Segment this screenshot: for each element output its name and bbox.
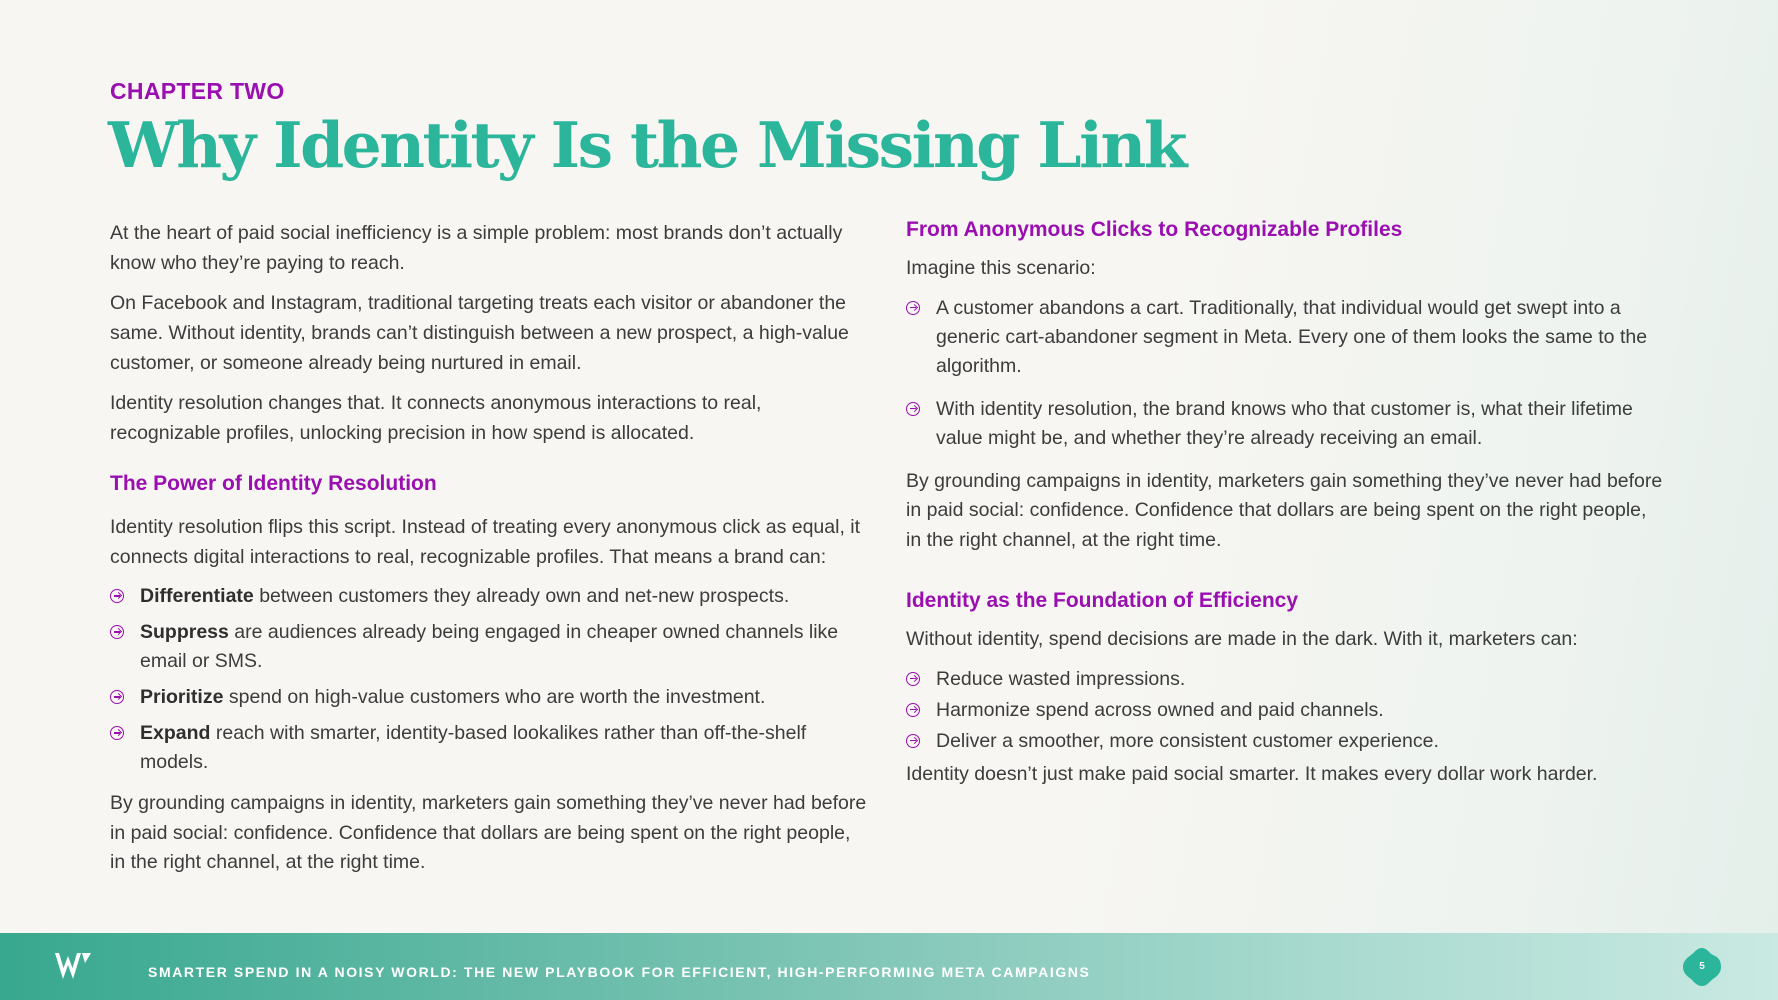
bullet-text: between customers they already own and net-new prospects.	[253, 585, 790, 607]
list-item	[110, 683, 870, 712]
section-heading-anonymous: From Anonymous Clicks to Recognizable Profiles	[906, 218, 1403, 241]
page-title: Why Identity Is the Missing Link	[108, 108, 1185, 182]
list-item	[906, 727, 1666, 756]
arrow-circle-icon	[110, 589, 124, 603]
capabilities-list	[110, 582, 870, 777]
bullet-keyword: Differentiate	[140, 585, 254, 607]
bullet-keyword: Prioritize	[140, 686, 224, 708]
bullet-text: With identity resolution, the brand knows who that customer is, what their lifetime value might be, and whether they’re already receiving an email.	[936, 397, 1633, 449]
bullet-text: spend on high-value customers who are worth the investment.	[223, 686, 766, 708]
arrow-circle-icon	[110, 726, 124, 740]
arrow-circle-icon	[906, 301, 920, 315]
bullet-text: Reduce wasted impressions.	[936, 667, 1186, 690]
bullet-text: are audiences already being engaged in cheaper owned channels like email or SMS.	[140, 621, 839, 672]
list-item	[110, 618, 870, 676]
arrow-circle-icon	[110, 690, 124, 704]
bullet-text: Harmonize spend across owned and paid channels.	[936, 698, 1384, 721]
paragraph: Identity resolution flips this script. Instead of treating every anonymous click as equal, it connects digital interactions to real, recognizable profiles. That means a brand can:	[110, 516, 861, 568]
right-column	[906, 218, 1666, 799]
chapter-label: CHAPTER TWO	[110, 78, 285, 104]
list-item	[110, 582, 870, 611]
footer-bar	[0, 933, 1778, 1000]
bullet-text: Deliver a smoother, more consistent customer experience.	[936, 729, 1439, 752]
list-item	[906, 696, 1666, 725]
paragraph: Without identity, spend decisions are made in the dark. With it, marketers can:	[906, 628, 1578, 650]
bullet-keyword: Expand	[140, 722, 211, 744]
paragraph: At the heart of paid social inefficiency is a simple problem: most brands don’t actually know who they’re paying to reach.	[110, 222, 843, 274]
section-heading-power: The Power of Identity Resolution	[110, 472, 437, 495]
scenario-list	[906, 294, 1666, 453]
paragraph: On Facebook and Instagram, traditional targeting treats each visitor or abandoner the same. Without identity, brands can’t distinguish between a new prospect, a high-value customer, or someone already being nurtured in email.	[110, 292, 849, 374]
bullet-keyword: Suppress	[140, 621, 229, 643]
left-column	[110, 218, 870, 888]
page-number: 5	[1699, 961, 1705, 972]
arrow-circle-icon	[110, 625, 124, 639]
paragraph: By grounding campaigns in identity, marketers gain something they’ve never had before in paid social: confidence. Confidence that dollars are being spent on the right people, in the right channel, at the right time.	[110, 792, 867, 873]
list-item	[906, 665, 1666, 694]
w-logo-icon	[54, 951, 92, 981]
section-heading-foundation: Identity as the Foundation of Efficiency	[906, 589, 1299, 612]
paragraph: Identity resolution changes that. It connects anonymous interactions to real, recognizable profiles, unlocking precision in how spend is allocated.	[110, 392, 762, 444]
bullet-text: reach with smarter, identity-based lookalikes rather than off-the-shelf models.	[140, 722, 807, 773]
list-item	[110, 719, 870, 777]
paragraph: Identity doesn’t just make paid social smarter. It makes every dollar work harder.	[906, 762, 1598, 785]
list-item	[906, 294, 1666, 381]
arrow-circle-icon	[906, 703, 920, 717]
bullet-text: A customer abandons a cart. Traditionally, that individual would get swept into a generic cart-abandoner segment in Meta. Every one of them looks the same to the algorithm.	[936, 296, 1648, 377]
efficiency-list	[906, 665, 1666, 756]
paragraph: By grounding campaigns in identity, marketers gain something they’ve never had before in paid social: confidence. Confidence that dollars are being spent on the right people, in the right channel, at the right time.	[906, 469, 1663, 551]
arrow-circle-icon	[906, 672, 920, 686]
paragraph: Imagine this scenario:	[906, 257, 1096, 279]
list-item	[906, 395, 1666, 453]
arrow-circle-icon	[906, 402, 920, 416]
arrow-circle-icon	[906, 734, 920, 748]
footer-title: SMARTER SPEND IN A NOISY WORLD: THE NEW PLAYBOOK FOR EFFICIENT, HIGH-PERFORMING META CAMPAIGNS	[148, 964, 1091, 980]
